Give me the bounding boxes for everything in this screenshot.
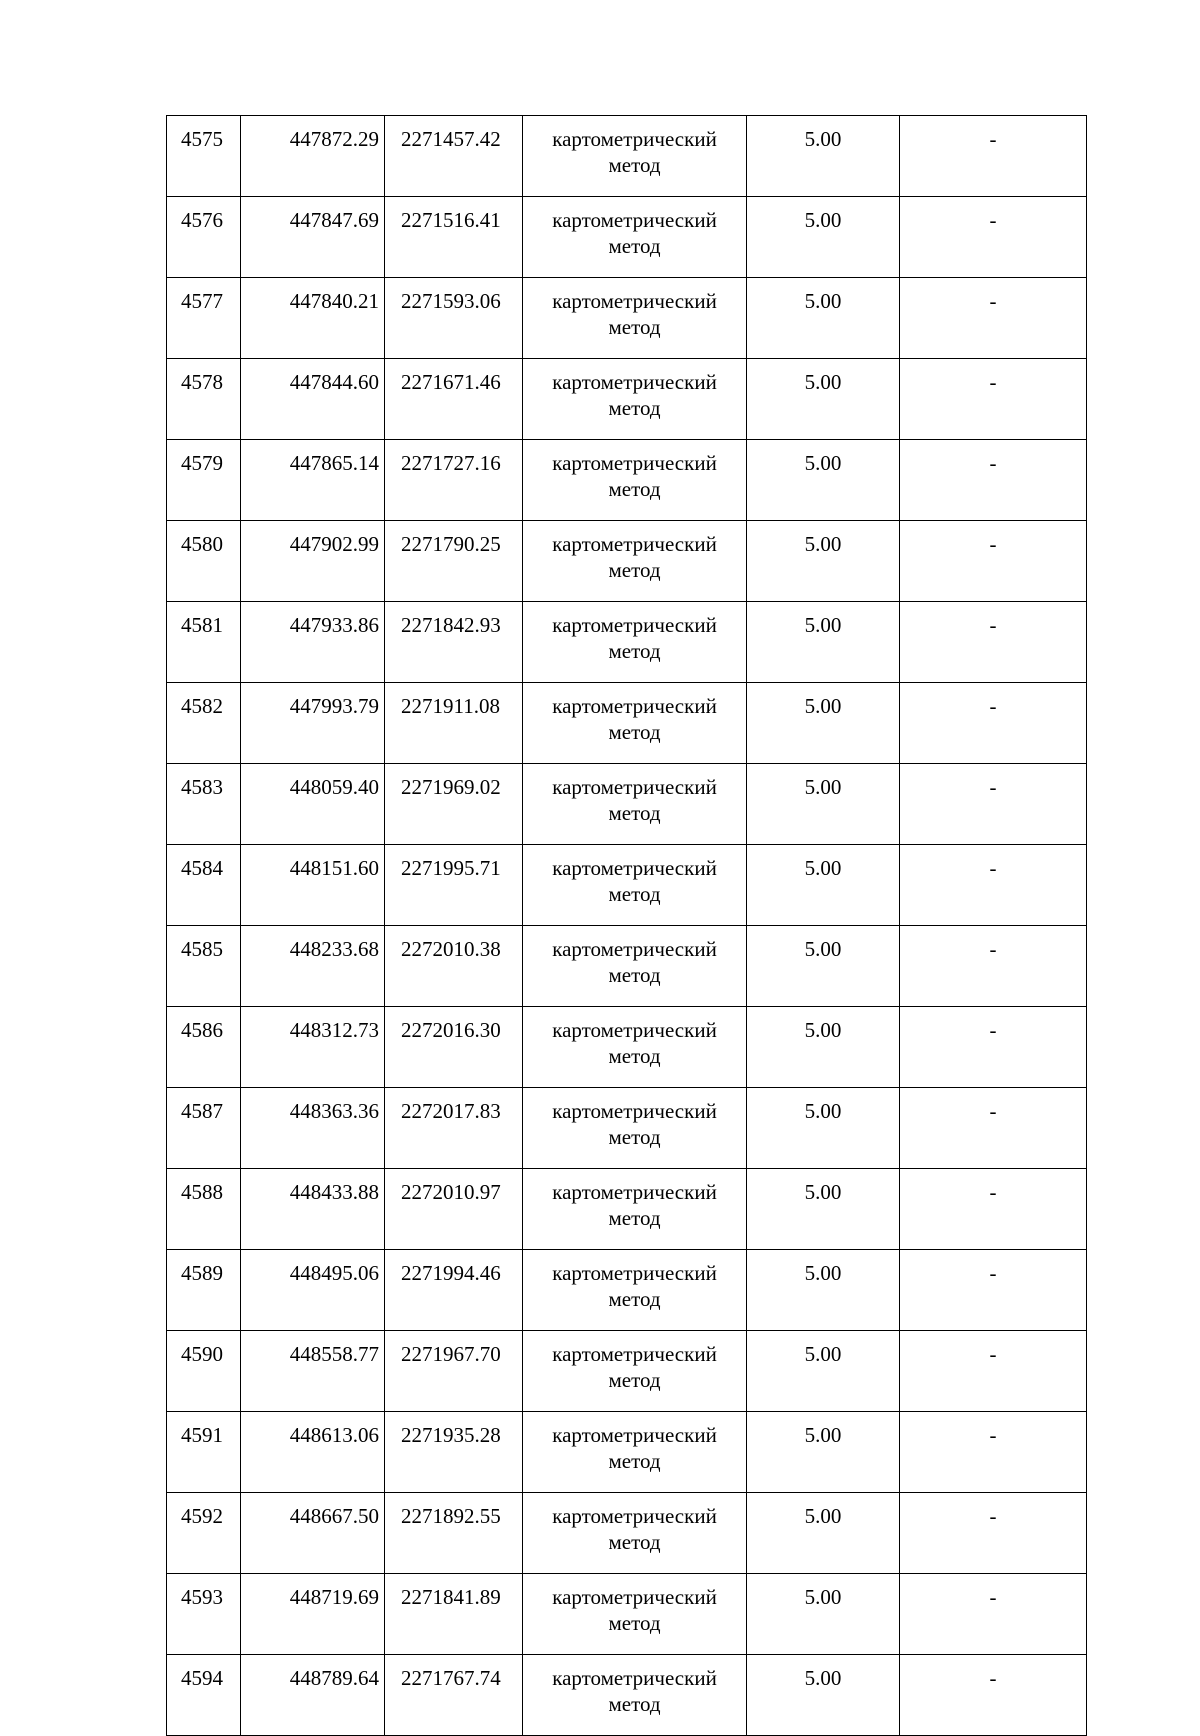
method-line-2: метод: [608, 1692, 661, 1716]
point-number-cell: 4581: [167, 602, 241, 683]
point-number-cell: 4586: [167, 1007, 241, 1088]
x-coordinate-cell: 448433.88: [241, 1169, 385, 1250]
method-line-2: метод: [608, 963, 661, 987]
x-coordinate-cell: 447840.21: [241, 278, 385, 359]
accuracy-cell: 5.00: [747, 1331, 900, 1412]
point-number-cell: 4580: [167, 521, 241, 602]
note-cell: -: [900, 926, 1087, 1007]
y-coordinate-cell: 2271967.70: [385, 1331, 523, 1412]
method-line-2: метод: [608, 558, 661, 582]
method-line-2: метод: [608, 801, 661, 825]
note-cell: -: [900, 1655, 1087, 1736]
method-line-1: картометрический: [552, 1666, 717, 1690]
note-cell: -: [900, 1007, 1087, 1088]
x-coordinate-cell: 447844.60: [241, 359, 385, 440]
x-coordinate-cell: 447902.99: [241, 521, 385, 602]
table-row: [167, 1412, 1087, 1493]
note-cell: -: [900, 1250, 1087, 1331]
method-line-1: картометрический: [552, 1099, 717, 1123]
x-coordinate-cell: 448667.50: [241, 1493, 385, 1574]
table-row: [167, 116, 1087, 197]
table-row: [167, 1493, 1087, 1574]
method-cell: [523, 1169, 747, 1250]
y-coordinate-cell: 2271516.41: [385, 197, 523, 278]
note-cell: -: [900, 1169, 1087, 1250]
note-cell: -: [900, 1574, 1087, 1655]
method-line-2: метод: [608, 720, 661, 744]
y-coordinate-cell: 2271671.46: [385, 359, 523, 440]
accuracy-cell: 5.00: [747, 521, 900, 602]
accuracy-cell: 5.00: [747, 1007, 900, 1088]
method-line-1: картометрический: [552, 370, 717, 394]
table-row: [167, 440, 1087, 521]
point-number-cell: 4577: [167, 278, 241, 359]
accuracy-cell: 5.00: [747, 1574, 900, 1655]
y-coordinate-cell: 2271841.89: [385, 1574, 523, 1655]
note-cell: -: [900, 1331, 1087, 1412]
method-line-1: картометрический: [552, 208, 717, 232]
method-line-2: метод: [608, 639, 661, 663]
table-row: [167, 764, 1087, 845]
method-line-2: метод: [608, 1206, 661, 1230]
point-number-cell: 4583: [167, 764, 241, 845]
y-coordinate-cell: 2272010.97: [385, 1169, 523, 1250]
note-cell: -: [900, 359, 1087, 440]
accuracy-cell: 5.00: [747, 845, 900, 926]
method-cell: [523, 521, 747, 602]
note-cell: -: [900, 602, 1087, 683]
x-coordinate-cell: 448495.06: [241, 1250, 385, 1331]
y-coordinate-cell: 2271727.16: [385, 440, 523, 521]
method-cell: [523, 116, 747, 197]
accuracy-cell: 5.00: [747, 116, 900, 197]
note-cell: -: [900, 278, 1087, 359]
method-line-2: метод: [608, 1044, 661, 1068]
point-number-cell: 4575: [167, 116, 241, 197]
table-row: [167, 1169, 1087, 1250]
method-line-2: метод: [608, 315, 661, 339]
method-line-1: картометрический: [552, 613, 717, 637]
method-line-2: метод: [608, 234, 661, 258]
point-number-cell: 4579: [167, 440, 241, 521]
x-coordinate-cell: 447865.14: [241, 440, 385, 521]
note-cell: -: [900, 1088, 1087, 1169]
point-number-cell: 4588: [167, 1169, 241, 1250]
note-cell: -: [900, 197, 1087, 278]
method-cell: [523, 764, 747, 845]
x-coordinate-cell: 448789.64: [241, 1655, 385, 1736]
method-cell: [523, 440, 747, 521]
point-number-cell: 4578: [167, 359, 241, 440]
x-coordinate-cell: 448719.69: [241, 1574, 385, 1655]
point-number-cell: 4589: [167, 1250, 241, 1331]
accuracy-cell: 5.00: [747, 602, 900, 683]
x-coordinate-cell: 447993.79: [241, 683, 385, 764]
method-cell: [523, 1493, 747, 1574]
method-line-1: картометрический: [552, 1504, 717, 1528]
table-row: [167, 845, 1087, 926]
accuracy-cell: 5.00: [747, 1493, 900, 1574]
coordinates-table: [166, 115, 1087, 1736]
method-line-2: метод: [608, 1125, 661, 1149]
accuracy-cell: 5.00: [747, 1250, 900, 1331]
method-cell: [523, 278, 747, 359]
accuracy-cell: 5.00: [747, 278, 900, 359]
accuracy-cell: 5.00: [747, 1088, 900, 1169]
note-cell: -: [900, 683, 1087, 764]
note-cell: -: [900, 116, 1087, 197]
table-row: [167, 602, 1087, 683]
point-number-cell: 4584: [167, 845, 241, 926]
table-row: [167, 359, 1087, 440]
method-line-1: картометрический: [552, 1180, 717, 1204]
method-line-2: метод: [608, 1368, 661, 1392]
point-number-cell: 4592: [167, 1493, 241, 1574]
point-number-cell: 4585: [167, 926, 241, 1007]
x-coordinate-cell: 448312.73: [241, 1007, 385, 1088]
point-number-cell: 4582: [167, 683, 241, 764]
method-cell: [523, 602, 747, 683]
table-row: [167, 926, 1087, 1007]
method-line-2: метод: [608, 882, 661, 906]
method-cell: [523, 845, 747, 926]
method-line-2: метод: [608, 1611, 661, 1635]
x-coordinate-cell: 448151.60: [241, 845, 385, 926]
table-row: [167, 278, 1087, 359]
table-row: [167, 683, 1087, 764]
x-coordinate-cell: 448613.06: [241, 1412, 385, 1493]
y-coordinate-cell: 2271892.55: [385, 1493, 523, 1574]
method-line-2: метод: [608, 1287, 661, 1311]
y-coordinate-cell: 2271790.25: [385, 521, 523, 602]
table-row: [167, 1088, 1087, 1169]
table-row: [167, 197, 1087, 278]
x-coordinate-cell: 447933.86: [241, 602, 385, 683]
method-line-2: метод: [608, 1530, 661, 1554]
method-cell: [523, 1574, 747, 1655]
method-line-1: картометрический: [552, 289, 717, 313]
coordinates-table-body: [167, 116, 1087, 1736]
table-row: [167, 1331, 1087, 1412]
y-coordinate-cell: 2271935.28: [385, 1412, 523, 1493]
point-number-cell: 4593: [167, 1574, 241, 1655]
accuracy-cell: 5.00: [747, 1169, 900, 1250]
method-cell: [523, 1250, 747, 1331]
method-line-1: картометрический: [552, 1585, 717, 1609]
y-coordinate-cell: 2272016.30: [385, 1007, 523, 1088]
point-number-cell: 4587: [167, 1088, 241, 1169]
point-number-cell: 4591: [167, 1412, 241, 1493]
method-cell: [523, 1007, 747, 1088]
y-coordinate-cell: 2271994.46: [385, 1250, 523, 1331]
x-coordinate-cell: 447872.29: [241, 116, 385, 197]
x-coordinate-cell: 448363.36: [241, 1088, 385, 1169]
method-line-1: картометрический: [552, 937, 717, 961]
table-row: [167, 1007, 1087, 1088]
method-line-2: метод: [608, 153, 661, 177]
method-line-2: метод: [608, 396, 661, 420]
y-coordinate-cell: 2271969.02: [385, 764, 523, 845]
table-row: [167, 1574, 1087, 1655]
accuracy-cell: 5.00: [747, 1412, 900, 1493]
x-coordinate-cell: 448233.68: [241, 926, 385, 1007]
method-line-1: картометрический: [552, 694, 717, 718]
method-cell: [523, 926, 747, 1007]
method-cell: [523, 1331, 747, 1412]
method-line-1: картометрический: [552, 775, 717, 799]
point-number-cell: 4594: [167, 1655, 241, 1736]
method-cell: [523, 1412, 747, 1493]
method-line-1: картометрический: [552, 451, 717, 475]
method-line-2: метод: [608, 1449, 661, 1473]
method-line-2: метод: [608, 477, 661, 501]
accuracy-cell: 5.00: [747, 1655, 900, 1736]
y-coordinate-cell: 2271842.93: [385, 602, 523, 683]
method-cell: [523, 359, 747, 440]
y-coordinate-cell: 2272010.38: [385, 926, 523, 1007]
method-cell: [523, 1088, 747, 1169]
note-cell: -: [900, 521, 1087, 602]
method-line-1: картометрический: [552, 532, 717, 556]
note-cell: -: [900, 440, 1087, 521]
y-coordinate-cell: 2271593.06: [385, 278, 523, 359]
y-coordinate-cell: 2271995.71: [385, 845, 523, 926]
accuracy-cell: 5.00: [747, 359, 900, 440]
note-cell: -: [900, 1493, 1087, 1574]
point-number-cell: 4590: [167, 1331, 241, 1412]
method-line-1: картометрический: [552, 1342, 717, 1366]
method-line-1: картометрический: [552, 856, 717, 880]
method-cell: [523, 197, 747, 278]
point-number-cell: 4576: [167, 197, 241, 278]
table-row: [167, 1655, 1087, 1736]
method-cell: [523, 1655, 747, 1736]
note-cell: -: [900, 764, 1087, 845]
note-cell: -: [900, 1412, 1087, 1493]
method-line-1: картометрический: [552, 1018, 717, 1042]
accuracy-cell: 5.00: [747, 440, 900, 521]
y-coordinate-cell: 2271457.42: [385, 116, 523, 197]
y-coordinate-cell: 2271911.08: [385, 683, 523, 764]
method-line-1: картометрический: [552, 127, 717, 151]
y-coordinate-cell: 2272017.83: [385, 1088, 523, 1169]
method-line-1: картометрический: [552, 1261, 717, 1285]
x-coordinate-cell: 448558.77: [241, 1331, 385, 1412]
y-coordinate-cell: 2271767.74: [385, 1655, 523, 1736]
x-coordinate-cell: 448059.40: [241, 764, 385, 845]
note-cell: -: [900, 845, 1087, 926]
accuracy-cell: 5.00: [747, 926, 900, 1007]
method-cell: [523, 683, 747, 764]
method-line-1: картометрический: [552, 1423, 717, 1447]
accuracy-cell: 5.00: [747, 683, 900, 764]
accuracy-cell: 5.00: [747, 764, 900, 845]
accuracy-cell: 5.00: [747, 197, 900, 278]
table-row: [167, 521, 1087, 602]
table-row: [167, 1250, 1087, 1331]
x-coordinate-cell: 447847.69: [241, 197, 385, 278]
